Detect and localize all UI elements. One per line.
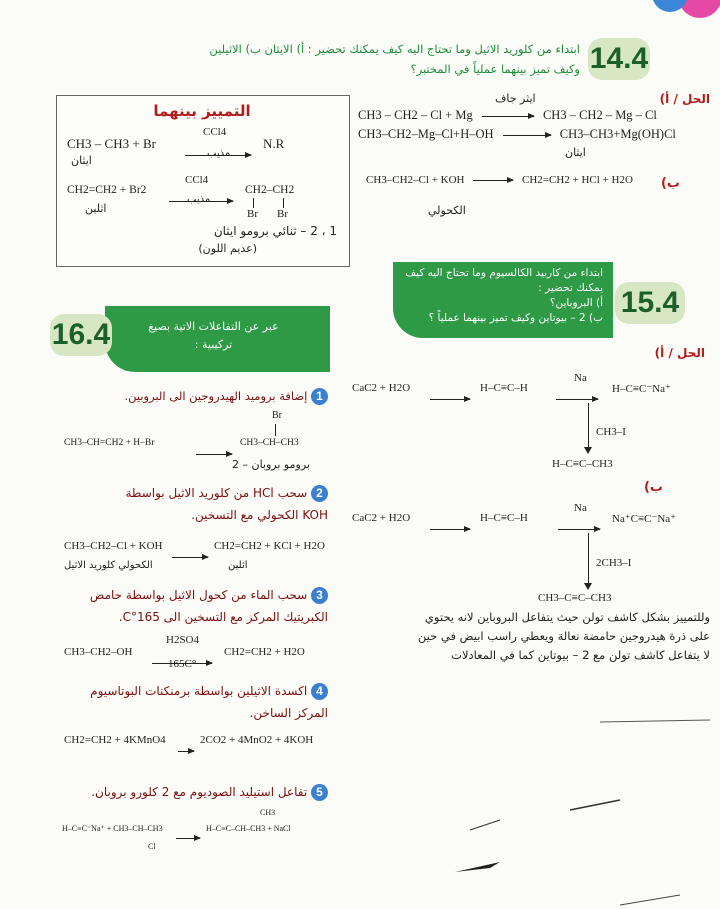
bond-line (253, 198, 254, 208)
item-5-text: تفاعل استيليد الصوديوم مع 2 كلورو بروبان. (91, 785, 308, 799)
q16-item-1 (60, 388, 328, 405)
item-1-product: CH3–CH–CH3 (240, 438, 299, 448)
r2-br-1: Br (247, 208, 258, 220)
arrow-icon (196, 454, 232, 455)
distinguish-box (56, 95, 350, 267)
item-1-arrow (196, 444, 232, 463)
item-5-reactants: H–C≡C⁻Na⁺ + CH3–CH–CH3 (62, 824, 163, 833)
q16-title-line1: عبر عن التفاعلات الاتية بصيغ (148, 320, 279, 333)
q15-b-arrow-1 (430, 519, 470, 538)
q15-b-diacetylide: Na⁺C≡C⁻Na⁺ (612, 513, 676, 525)
explanation-line-1: وللتمييز بشكل كاشف تولن حيث يتفاعل البروباين لانه يحتوي (424, 610, 710, 624)
item-5-sub-cl: Cl (148, 842, 156, 851)
eq3-reactants: CH3–CH2–Cl + KOH (366, 174, 465, 186)
item-number-badge: 4 (311, 683, 328, 700)
decorative-strokes (420, 700, 720, 909)
grignard-equation-1 (358, 108, 657, 123)
q15-a-methyl-iodide: CH3–I (596, 426, 626, 438)
question-15-banner (393, 262, 613, 338)
r1-solvent: مذيب (207, 148, 231, 159)
down-arrow-icon (584, 583, 592, 590)
item-3-line-1 (60, 584, 328, 606)
item-3-reagent: H2SO4 (166, 634, 200, 646)
item-1-sub-br: Br (272, 410, 282, 421)
question-14-text (150, 42, 580, 76)
q15-b-butyne: CH3–C≡C–CH3 (538, 592, 612, 604)
item-1-reactants: CH3–CH=CH2 + H–Br (64, 438, 155, 448)
r1-reagent: CCl4 (203, 126, 227, 138)
q16-item-5 (60, 784, 328, 801)
item-2-text: سحب HCl من كلوريد الاثيل بواسطة (125, 486, 308, 500)
item-3-products: CH2=CH2 + H2O (224, 646, 305, 658)
q15-explanation (340, 608, 710, 665)
arrow-icon (482, 116, 534, 117)
item-1-text: إضافة بروميد الهيدروجين الى البروبين. (124, 389, 308, 403)
item-2-line-1 (60, 482, 328, 504)
item-3-text: سحب الماء من كحول الاثيل بواسطة حامض (89, 588, 308, 602)
q15-a-acetylide: H–C≡C⁻Na⁺ (612, 383, 671, 395)
item-4-text-2: المركز الساخن. (249, 706, 328, 720)
item-3-text-2: الكبريتيك المركز مع التسخين الى 165°C. (118, 610, 328, 624)
q15-question: ابتداء من كاربيد الكالسيوم وما تحتاج اليه كيف يمكنك تحضير : (405, 267, 603, 294)
arrow-icon (558, 529, 600, 530)
elimination-equation (366, 174, 633, 186)
question-16-number: 16.4 (50, 314, 112, 356)
question-15-text (393, 262, 613, 326)
bromine-test-ethane (67, 136, 156, 152)
eq1-product: CH3 – CH2 – Mg – Cl (542, 108, 657, 122)
item-number-badge: 1 (311, 388, 328, 405)
q16-item-4 (60, 680, 328, 724)
q15-a-propyne: H–C≡C–CH3 (552, 458, 613, 470)
alcoholic-label: الكحولي (428, 204, 466, 217)
item-number-badge: 2 (311, 485, 328, 502)
item-1-product-name: 2 – برومو بروبان (232, 458, 310, 471)
item-4-products: 2CO2 + 4MnO2 + 4KOH (200, 734, 314, 746)
q14-part-b-label: ب) (660, 176, 680, 191)
item-3-reactant: CH3–CH2–OH (64, 646, 133, 658)
question-16-text (105, 306, 330, 354)
question-15-number: 15.4 (615, 282, 685, 324)
arrow-icon (430, 399, 470, 400)
item-5-products: H–C≡C–CH–CH3 + NaCl (206, 824, 291, 833)
q15-b-label: ب) (643, 480, 663, 495)
down-arrow-icon (584, 447, 592, 454)
q15-a-down-arrow (588, 403, 589, 449)
corner-decoration-icon (640, 0, 720, 30)
q15-b-reactants: CaC2 + H2O (352, 512, 411, 524)
r2-br-2: Br (277, 208, 288, 220)
arrow-icon (430, 529, 470, 530)
bond-line (283, 198, 284, 208)
q15-b-methyl-iodide: 2CH3–I (596, 557, 632, 569)
eq3-product: CH2=CH2 + HCl + H2O (522, 174, 633, 186)
arrow-icon (172, 557, 208, 558)
q15-b-acetylene: H–C≡C–H (480, 512, 528, 524)
question-16-banner (105, 306, 330, 372)
item-2-ethylene-name: اثلين (228, 560, 248, 571)
r1-ethane-name: ايثان (71, 154, 92, 167)
r2-colorless-note: (عديم اللون) (198, 242, 257, 255)
arrow-icon (556, 399, 598, 400)
item-2-products: CH2=CH2 + KCl + H2O (214, 540, 325, 552)
eq2-reactants: CH3–CH2–Mg–Cl+H–OH (358, 127, 494, 141)
question-14-line2: وكيف تميز بينهما عملياً في المختبر؟ (410, 62, 580, 76)
item-2-text-2: KOH الكحولي مع التسخين. (191, 508, 328, 522)
r1-reactants: CH3 – CH3 + Br (67, 136, 156, 151)
item-4-text: اكسدة الاثيلين بواسطة برمنكنات البوتاسيوم (90, 684, 308, 698)
item-2-reactant-names: الكحولي كلوريد الاثيل (64, 560, 153, 571)
explanation-line-3: لا يتفاعل كاشف تولن مع 2 – بيوتاين كما في المعادلات (451, 648, 710, 662)
eq1-reactants: CH3 – CH2 – Cl + Mg (358, 108, 473, 122)
q15-b-sodium: Na (574, 502, 587, 514)
item-number-badge: 3 (311, 587, 328, 604)
item-2-arrow (172, 547, 208, 566)
item-4-arrow (178, 741, 194, 760)
q15-a-arrow-1 (430, 389, 470, 408)
arrow-icon (503, 135, 551, 136)
q16-title-line2: تركيبية : (194, 338, 233, 351)
q15-a-arrow-2 (556, 389, 598, 408)
dry-ether-label: ايثر جاف (495, 92, 536, 105)
bond-line (275, 424, 276, 436)
q15-a-sodium: Na (574, 372, 587, 384)
question-14-line1: ابتداء من كلوريد الاثيل وما تحتاج اليه كيف يمكنك تحضير : أ) الايثان ب) الاثيلين (209, 42, 580, 56)
q15-part-b: ب) 2 – بيوتاين وكيف تميز بينهما عملياً ؟ (428, 312, 603, 324)
grignard-equation-2 (358, 127, 676, 142)
item-number-badge: 5 (311, 784, 328, 801)
r2-product-name: 1 ، 2 – ثنائي برومو ايثان (213, 224, 337, 238)
item-4-line-1 (60, 680, 328, 702)
distinguish-title: التمييز بينهما (153, 102, 251, 120)
q14-solution-label: الحل / أ) (659, 92, 710, 106)
r2-ethylene-name: اثلين (85, 202, 107, 215)
question-14-number: 14.4 (588, 38, 650, 80)
r1-no-reaction: N.R (263, 136, 285, 151)
r2-reactants: CH2=CH2 + Br2 (67, 184, 147, 196)
item-5-arrow (176, 828, 200, 847)
item-3-temperature: 165C° (168, 658, 197, 670)
arrow-icon (473, 180, 513, 181)
q15-a-acetylene: H–C≡C–H (480, 382, 528, 394)
q16-item-2 (60, 482, 328, 526)
item-5-methyl-top: CH3 (260, 808, 276, 817)
eq2-product: CH3–CH3+Mg(OH)Cl (559, 127, 676, 141)
q15-a-reactants: CaC2 + H2O (352, 382, 411, 394)
arrow-icon (178, 751, 194, 752)
explanation-line-2: على ذرة هيدروجين حامضة نعالة ويعطي راسب ابيض في حين (417, 629, 710, 643)
item-4-reactants: CH2=CH2 + 4KMnO4 (64, 734, 166, 746)
q15-part-a: أ) البروباين؟ (549, 297, 603, 309)
q15-solution-label: الحل / أ) (654, 346, 705, 360)
q15-b-down-arrow (588, 533, 589, 585)
r2-reagent: CCl4 (185, 174, 209, 186)
q15-b-arrow-2 (558, 519, 600, 538)
r2-solvent: مذيب (187, 194, 211, 205)
ethane-label: ايثان (565, 146, 586, 159)
arrow-icon (176, 838, 200, 839)
q16-item-3 (60, 584, 328, 628)
r2-product: CH2–CH2 (245, 184, 295, 196)
item-2-reactants: CH3–CH2–Cl + KOH (64, 540, 163, 552)
